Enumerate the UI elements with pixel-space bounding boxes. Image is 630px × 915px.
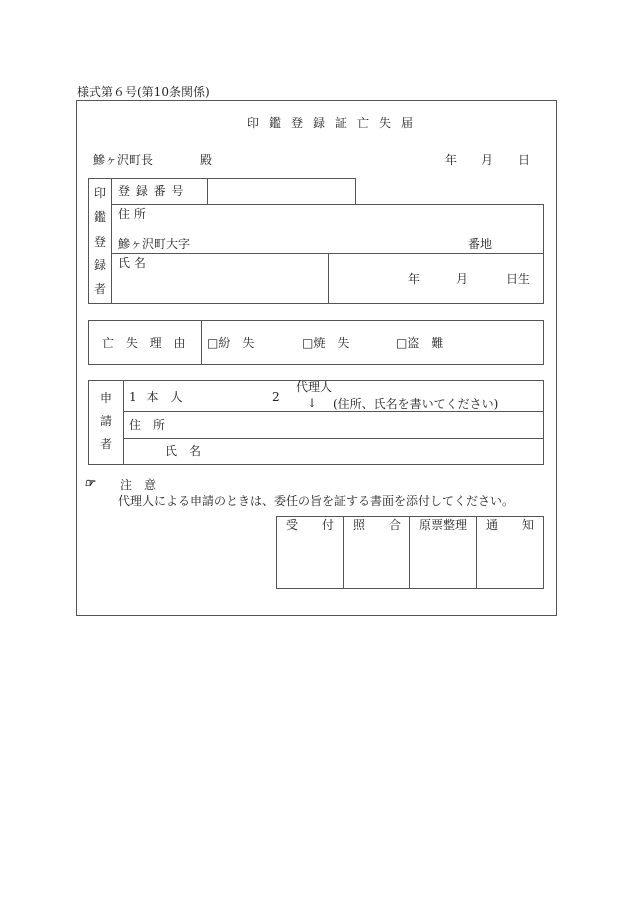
- form-number: 様式第６号(第10条関係): [77, 85, 210, 99]
- option-stolen[interactable]: □盗 難: [396, 336, 444, 350]
- loss-reason-label: 亡 失 理 由: [102, 336, 190, 350]
- birth-year: 年: [408, 272, 421, 286]
- side-char: 者: [94, 282, 107, 296]
- address-suffix: 番地: [468, 237, 493, 251]
- reg-number-field[interactable]: [207, 178, 356, 205]
- side-char: 請: [100, 414, 113, 428]
- agent-label: 代理人: [296, 380, 333, 394]
- arrow-down-icon: ↓: [307, 396, 318, 410]
- date-day[interactable]: 日: [518, 153, 531, 167]
- office-header: 通 知: [486, 518, 535, 532]
- agent-note: (住所、氏名を書いてください): [333, 397, 499, 411]
- applicant-name-label: 氏 名: [165, 444, 202, 458]
- name-label: 氏 名: [118, 256, 146, 270]
- applicant-address-field[interactable]: [123, 411, 544, 439]
- form-title: 印鑑登録証亡失届: [247, 116, 424, 130]
- addressee: 鰺ヶ沢町長: [93, 153, 154, 167]
- option-burned[interactable]: □焼 失: [302, 336, 350, 350]
- reg-number-label: 登 録 番 号: [118, 184, 185, 198]
- option-agent-number[interactable]: 2: [272, 390, 280, 404]
- notice-heading: 注 意: [120, 478, 157, 492]
- office-header: 受 付: [286, 518, 335, 532]
- pointing-hand-icon: ☞: [84, 476, 95, 490]
- side-char: 鑑: [94, 210, 107, 224]
- applicant-address-label: 住 所: [129, 418, 166, 432]
- birth-day: 日生: [506, 272, 531, 286]
- birth-month: 月: [456, 272, 469, 286]
- date-year[interactable]: 年: [445, 153, 458, 167]
- side-char: 者: [100, 437, 113, 451]
- side-char: 録: [94, 258, 107, 272]
- address-prefix: 鰺ヶ沢町大字: [118, 237, 191, 251]
- office-header: 照 合: [353, 518, 402, 532]
- side-char: 登: [94, 235, 107, 249]
- option-self[interactable]: 1 本 人: [129, 390, 183, 404]
- side-char: 申: [100, 391, 113, 405]
- side-char: 印: [94, 186, 107, 200]
- notice-text: 代理人による申請のときは、委任の旨を証する書面を添付してください。: [118, 494, 515, 508]
- office-header: 原票整理: [419, 518, 468, 532]
- date-month[interactable]: 月: [481, 153, 494, 167]
- addressee-suffix: 殿: [200, 153, 213, 167]
- address-label: 住 所: [118, 207, 146, 221]
- option-lost[interactable]: □紛 失: [207, 336, 255, 350]
